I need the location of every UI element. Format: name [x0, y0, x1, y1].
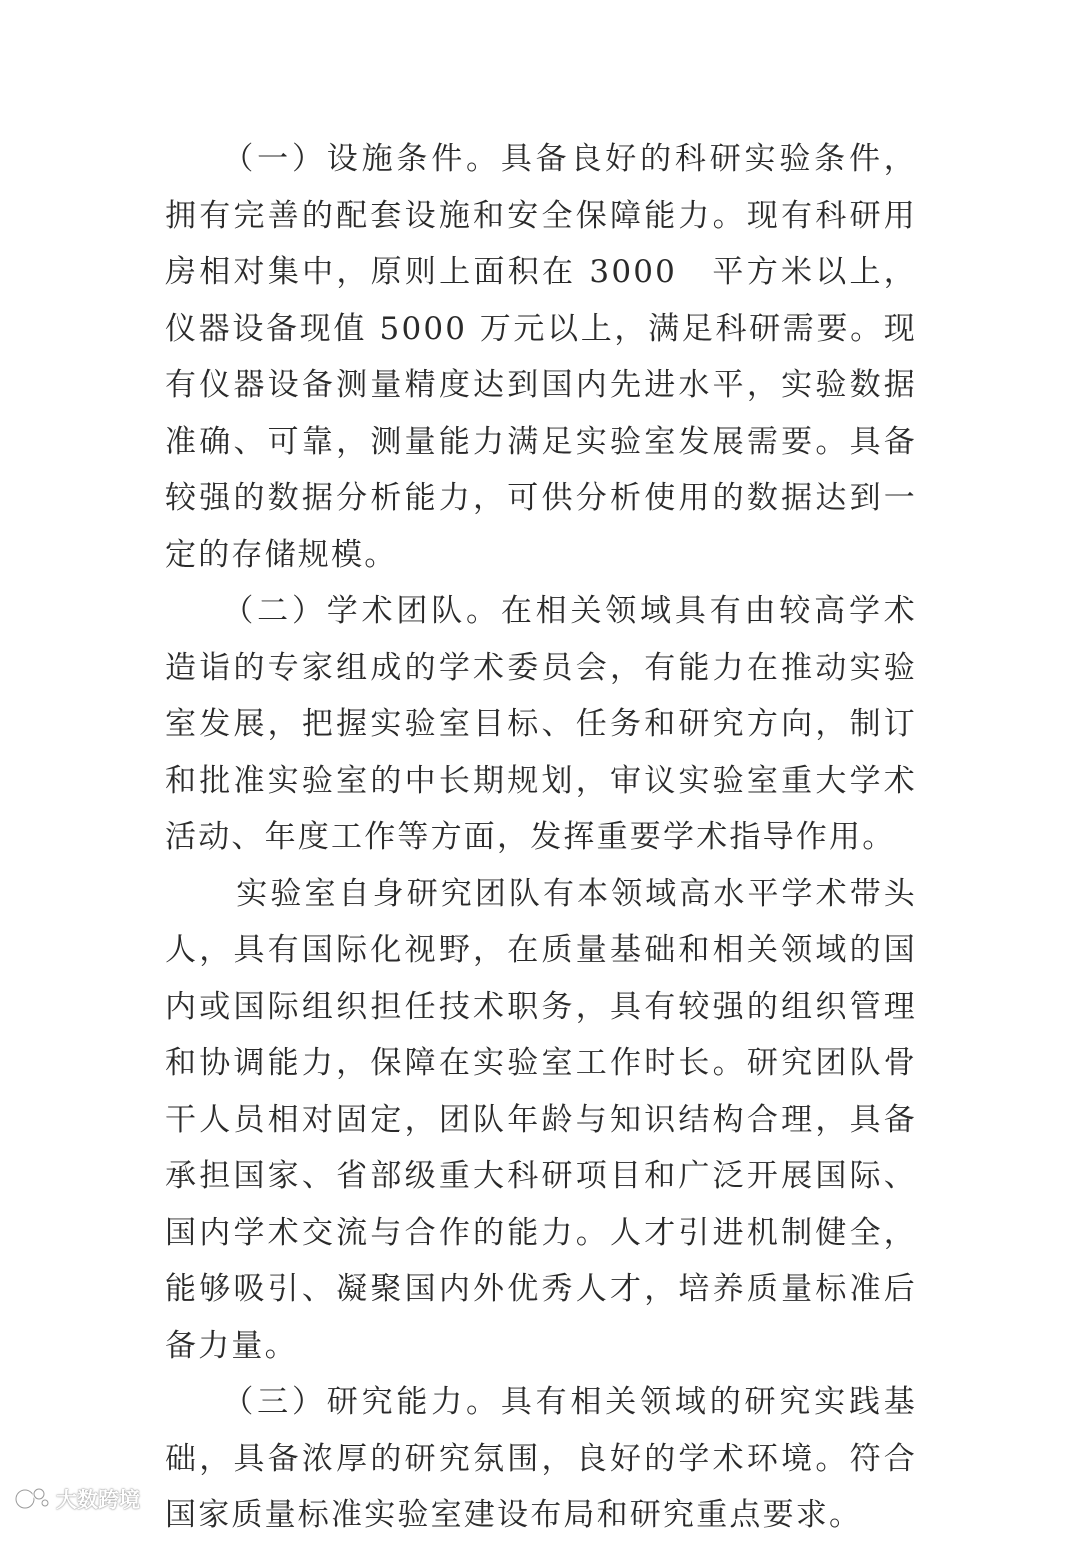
bubble-logo-icon: [14, 1486, 50, 1512]
watermark: [14, 1484, 140, 1514]
document-body: [165, 131, 917, 1544]
paragraph-research-capability: （三）研究能力。具有相关领域的研究实践基础，具备浓厚的研究氛围，良好的学术环境。符合国家质量标准实验室建设布局和研究重点要求。: [165, 1384, 917, 1533]
paragraph-academic-team: （二）学术团队。在相关领域具有由较高学术造诣的专家组成的学术委员会，有能力在推动实验室发展，把握实验室目标、任务和研究方向，制订和批准实验室的中长期规划，审议实验室重大学术活动、年度工作等方面，发挥重要学术指导作用。: [165, 593, 917, 855]
paragraph-facilities: （一）设施条件。具备良好的科研实验条件，拥有完善的配套设施和安全保障能力。现有科研用房相对集中，原则上面积在 3000 平方米以上，仪器设备现值 5000 万元以上，满足科研需要。现有仪器设备测量精度达到国内先进水平，实验数据准确、可靠，测量能力满足实验室发展需要。具备较强的数据分析能力，可供分析使用的数据达到一定的存储规模。: [165, 141, 917, 573]
watermark-text: 大数跨境: [56, 1488, 140, 1512]
paragraph-research-team: 实验室自身研究团队有本领域高水平学术带头人，具有国际化视野，在质量基础和相关领域的国内或国际组织担任技术职务，具有较强的组织管理和协调能力，保障在实验室工作时长。研究团队骨干人员相对固定，团队年龄与知识结构合理，具备承担国家、省部级重大科研项目和广泛开展国际、国内学术交流与合作的能力。人才引进机制健全，能够吸引、凝聚国内外优秀人才，培养质量标准后备力量。: [165, 875, 917, 1364]
